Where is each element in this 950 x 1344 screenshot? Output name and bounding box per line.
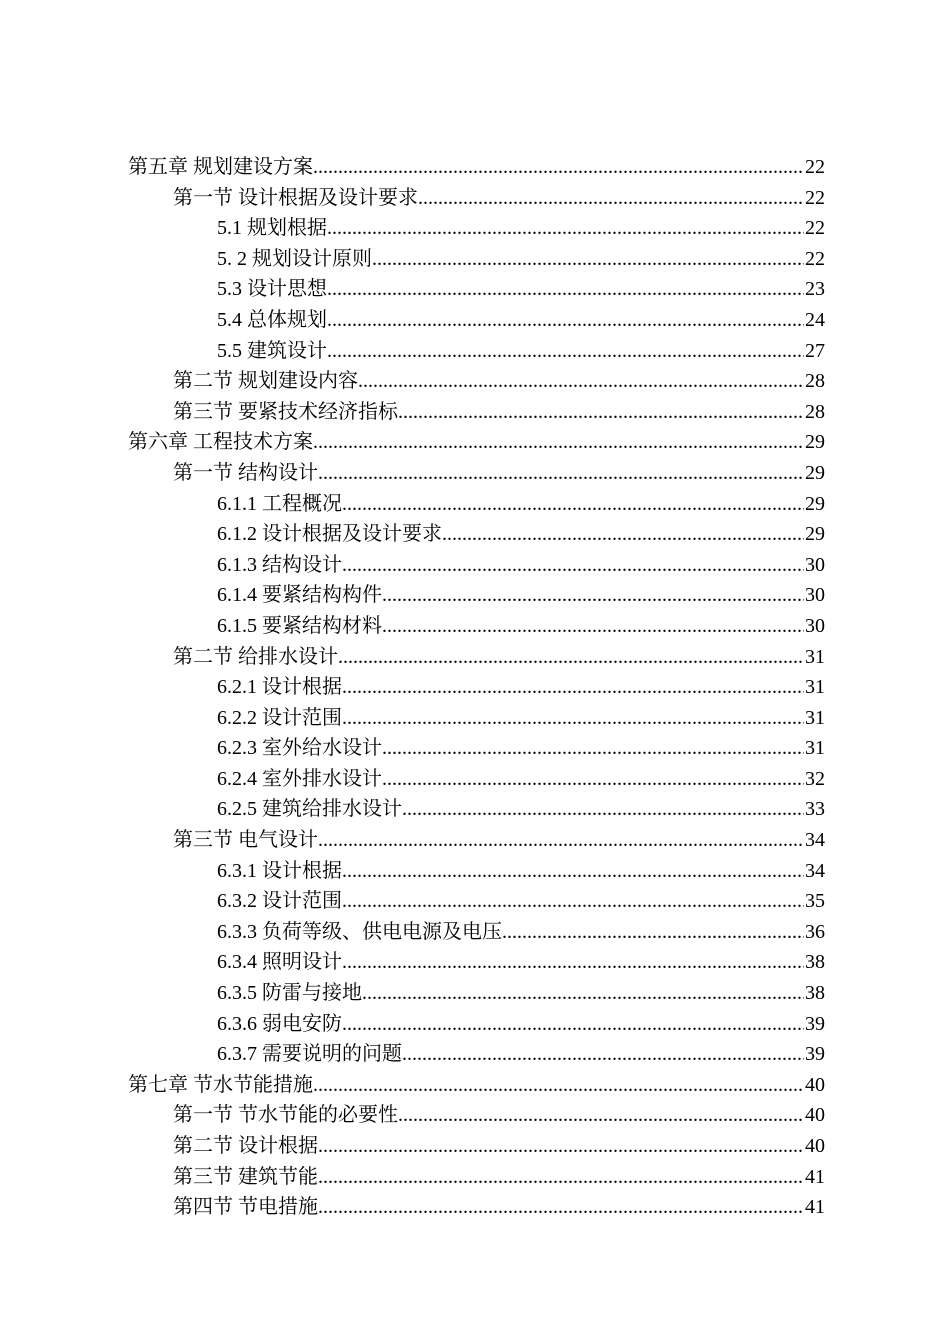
toc-page-number: 31 bbox=[805, 706, 825, 729]
toc-page-number: 27 bbox=[805, 339, 825, 362]
toc-dot-leader bbox=[327, 305, 804, 336]
toc-dot-leader bbox=[313, 1070, 804, 1101]
toc-entry-title: 5.5 建筑设计 bbox=[217, 339, 327, 362]
toc-entry-title: 6.3.6 弱电安防 bbox=[217, 1012, 342, 1035]
toc-section-entry[interactable] bbox=[128, 397, 825, 428]
toc-subsection-entry[interactable] bbox=[128, 856, 825, 887]
toc-entry-title: 第五章 规划建设方案 bbox=[128, 156, 313, 178]
toc-subsection-entry[interactable] bbox=[128, 580, 825, 611]
toc-entry-title: 6.3.2 设计范围 bbox=[217, 890, 342, 913]
toc-dot-leader bbox=[382, 733, 804, 764]
toc-entry-title: 6.2.5 建筑给排水设计 bbox=[217, 798, 402, 821]
toc-dot-leader bbox=[342, 672, 804, 703]
toc-entry-title: 6.1.1 工程概况 bbox=[217, 492, 342, 515]
toc-subsection-entry[interactable] bbox=[128, 550, 825, 581]
toc-page-number: 30 bbox=[805, 614, 825, 637]
toc-dot-leader bbox=[318, 458, 804, 489]
toc-entry-title: 6.1.5 要紧结构材料 bbox=[217, 614, 382, 637]
toc-subsection-entry[interactable] bbox=[128, 764, 825, 795]
toc-entry-title: 6.1.4 要紧结构构件 bbox=[217, 584, 382, 607]
toc-entry-title: 6.2.1 设计根据 bbox=[217, 676, 342, 699]
toc-page-number: 29 bbox=[805, 461, 825, 484]
toc-entry-title: 5.4 总体规划 bbox=[217, 308, 327, 331]
toc-chapter-entry[interactable] bbox=[128, 427, 825, 458]
toc-page-number: 22 bbox=[805, 156, 825, 178]
toc-subsection-entry[interactable] bbox=[128, 1009, 825, 1040]
toc-section-entry[interactable] bbox=[128, 1192, 825, 1223]
toc-page-number: 29 bbox=[805, 431, 825, 454]
toc-page-number: 29 bbox=[805, 492, 825, 515]
toc-section-entry[interactable] bbox=[128, 366, 825, 397]
toc-entry-title: 6.3.1 设计根据 bbox=[217, 859, 342, 882]
toc-dot-leader bbox=[402, 794, 804, 825]
toc-subsection-entry[interactable] bbox=[128, 519, 825, 550]
toc-entry-title: 6.3.4 照明设计 bbox=[217, 951, 342, 974]
toc-entry-title: 第六章 工程技术方案 bbox=[128, 431, 313, 454]
toc-page-number: 33 bbox=[805, 798, 825, 821]
toc-page-number: 22 bbox=[805, 186, 825, 209]
toc-dot-leader bbox=[318, 825, 804, 856]
toc-entry-title: 5.3 设计思想 bbox=[217, 278, 327, 301]
toc-page-number: 39 bbox=[805, 1012, 825, 1035]
toc-subsection-entry[interactable] bbox=[128, 336, 825, 367]
toc-entry-title: 6.3.5 防雷与接地 bbox=[217, 982, 362, 1005]
toc-page-number: 30 bbox=[805, 584, 825, 607]
toc-page-number: 34 bbox=[805, 829, 825, 852]
toc-dot-leader bbox=[318, 1162, 804, 1193]
toc-dot-leader bbox=[313, 152, 804, 183]
toc-page-number: 38 bbox=[805, 982, 825, 1005]
toc-entry-title: 5.1 规划根据 bbox=[217, 217, 327, 240]
toc-page-number: 31 bbox=[805, 676, 825, 699]
toc-section-entry[interactable] bbox=[128, 1100, 825, 1131]
toc-page-number: 22 bbox=[805, 247, 825, 270]
toc-dot-leader bbox=[442, 519, 804, 550]
toc-dot-leader bbox=[313, 427, 804, 458]
toc-dot-leader bbox=[318, 1192, 804, 1223]
toc-subsection-entry[interactable] bbox=[128, 978, 825, 1009]
toc-entry-title: 第二节 规划建设内容 bbox=[173, 370, 358, 393]
toc-page-number: 28 bbox=[805, 400, 825, 423]
toc-entry-title: 第一节 节水节能的必要性 bbox=[173, 1104, 398, 1127]
toc-entry-title: 6.2.3 室外给水设计 bbox=[217, 737, 382, 760]
toc-entry-title: 6.3.7 需要说明的问题 bbox=[217, 1043, 402, 1066]
toc-subsection-entry[interactable] bbox=[128, 489, 825, 520]
toc-section-entry[interactable] bbox=[128, 458, 825, 489]
toc-section-entry[interactable] bbox=[128, 825, 825, 856]
toc-entry-title: 第四节 节电措施 bbox=[173, 1196, 318, 1219]
toc-page-number: 41 bbox=[805, 1196, 825, 1219]
toc-dot-leader bbox=[342, 703, 804, 734]
toc-page-number: 38 bbox=[805, 951, 825, 974]
toc-page-number: 40 bbox=[805, 1135, 825, 1157]
toc-subsection-entry[interactable] bbox=[128, 672, 825, 703]
toc-dot-leader bbox=[342, 550, 804, 581]
toc-subsection-entry[interactable] bbox=[128, 886, 825, 917]
toc-dot-leader bbox=[402, 1039, 804, 1070]
toc-dot-leader bbox=[342, 947, 804, 978]
toc-subsection-entry[interactable] bbox=[128, 305, 825, 336]
toc-page-number: 23 bbox=[805, 278, 825, 301]
toc-page-number: 36 bbox=[805, 920, 825, 943]
toc-subsection-entry[interactable] bbox=[128, 794, 825, 825]
toc-page-number: 34 bbox=[805, 859, 825, 882]
toc-page-number: 40 bbox=[805, 1073, 825, 1096]
toc-page-number: 30 bbox=[805, 553, 825, 576]
toc-dot-leader bbox=[338, 642, 804, 673]
toc-page-number: 32 bbox=[805, 767, 825, 790]
toc-subsection-entry[interactable] bbox=[128, 917, 825, 948]
toc-subsection-entry[interactable] bbox=[128, 611, 825, 642]
toc-subsection-entry[interactable] bbox=[128, 703, 825, 734]
toc-entry-title: 6.2.4 室外排水设计 bbox=[217, 767, 382, 790]
toc-section-entry[interactable] bbox=[128, 183, 825, 214]
toc-dot-leader bbox=[502, 917, 804, 948]
toc-dot-leader bbox=[362, 978, 804, 1009]
toc-entry-title: 6.1.2 设计根据及设计要求 bbox=[217, 523, 442, 546]
toc-entry-title: 第三节 电气设计 bbox=[173, 829, 318, 852]
toc-section-entry[interactable] bbox=[128, 642, 825, 673]
toc-page-number: 31 bbox=[805, 737, 825, 760]
toc-entry-title: 第二节 设计根据 bbox=[173, 1135, 318, 1157]
toc-entry-title: 第三节 要紧技术经济指标 bbox=[173, 400, 398, 423]
toc-page-number: 24 bbox=[805, 308, 825, 331]
toc-page-number: 41 bbox=[805, 1165, 825, 1188]
toc-page-number: 29 bbox=[805, 523, 825, 546]
toc-subsection-entry[interactable] bbox=[128, 947, 825, 978]
toc-dot-leader bbox=[382, 580, 804, 611]
toc-subsection-entry[interactable] bbox=[128, 733, 825, 764]
toc-entry-title: 6.1.3 结构设计 bbox=[217, 553, 342, 576]
table-of-contents bbox=[128, 152, 825, 1223]
toc-entry-title: 6.2.2 设计范围 bbox=[217, 706, 342, 729]
toc-dot-leader bbox=[342, 1009, 804, 1040]
toc-subsection-entry[interactable] bbox=[128, 274, 825, 305]
toc-page-number: 35 bbox=[805, 890, 825, 913]
toc-dot-leader bbox=[318, 1131, 804, 1162]
toc-subsection-entry[interactable] bbox=[128, 244, 825, 275]
toc-dot-leader bbox=[342, 856, 804, 887]
toc-entry-title: 第二节 给排水设计 bbox=[173, 645, 338, 668]
toc-dot-leader bbox=[327, 336, 804, 367]
toc-dot-leader bbox=[358, 366, 804, 397]
toc-entry-title: 第一节 结构设计 bbox=[173, 461, 318, 484]
toc-subsection-entry[interactable] bbox=[128, 213, 825, 244]
toc-dot-leader bbox=[327, 274, 804, 305]
toc-dot-leader bbox=[342, 886, 804, 917]
toc-page-number: 28 bbox=[805, 370, 825, 393]
toc-dot-leader bbox=[418, 183, 804, 214]
toc-page-number: 40 bbox=[805, 1104, 825, 1127]
toc-page-number: 39 bbox=[805, 1043, 825, 1066]
toc-entry-title: 第七章 节水节能措施 bbox=[128, 1073, 313, 1096]
toc-subsection-entry[interactable] bbox=[128, 1039, 825, 1070]
toc-entry-title: 5. 2 规划设计原则 bbox=[217, 247, 372, 270]
toc-page-number: 22 bbox=[805, 217, 825, 240]
toc-dot-leader bbox=[398, 1100, 804, 1131]
toc-dot-leader bbox=[398, 397, 804, 428]
toc-dot-leader bbox=[382, 764, 804, 795]
toc-dot-leader bbox=[327, 213, 804, 244]
toc-entry-title: 6.3.3 负荷等级、供电电源及电压 bbox=[217, 920, 502, 943]
toc-dot-leader bbox=[342, 489, 804, 520]
toc-dot-leader bbox=[372, 244, 804, 275]
toc-chapter-entry[interactable] bbox=[128, 1070, 825, 1101]
toc-chapter-entry[interactable] bbox=[128, 152, 825, 183]
toc-entry-title: 第一节 设计根据及设计要求 bbox=[173, 186, 418, 209]
toc-section-entry[interactable] bbox=[128, 1131, 825, 1162]
toc-section-entry[interactable] bbox=[128, 1162, 825, 1193]
toc-dot-leader bbox=[382, 611, 804, 642]
toc-page-number: 31 bbox=[805, 645, 825, 668]
toc-entry-title: 第三节 建筑节能 bbox=[173, 1165, 318, 1188]
